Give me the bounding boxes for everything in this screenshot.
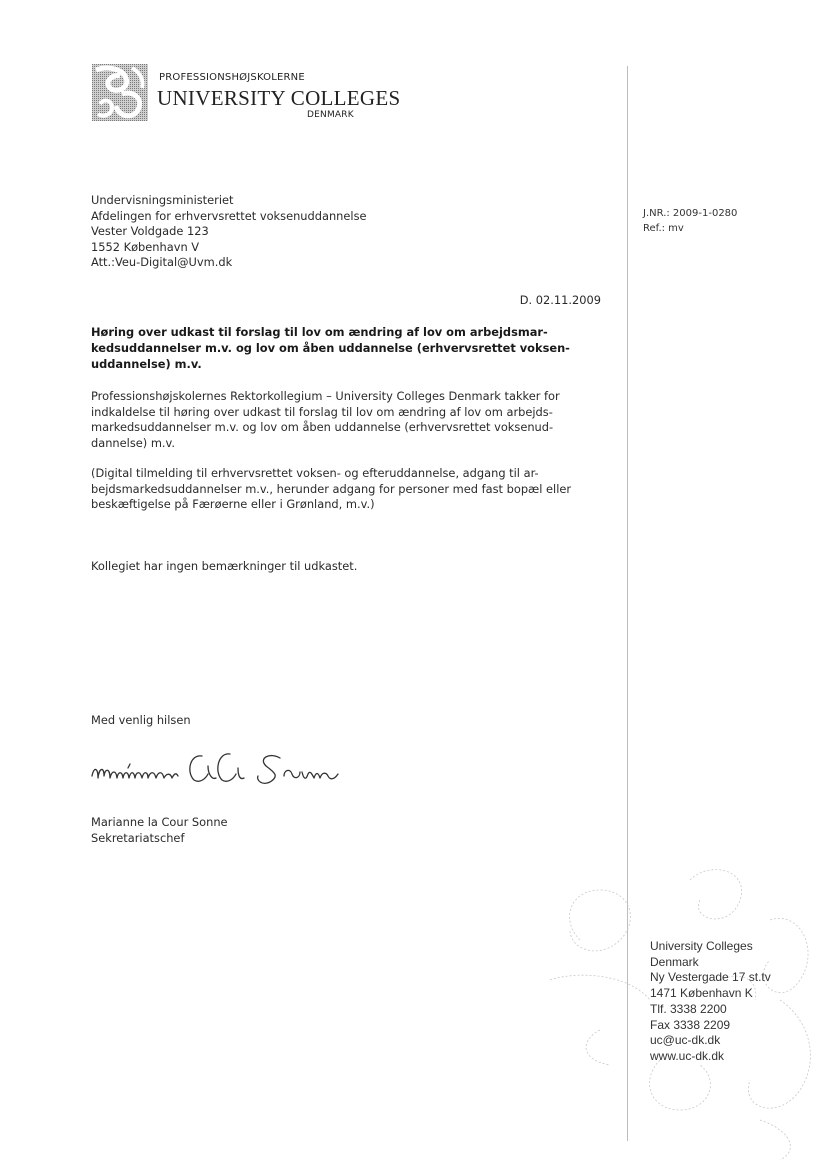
subject-line: kedsuddannelser m.v. og lov om åben uddannelse (erhvervsrettet voksen-: [91, 341, 570, 355]
footer-line: University Colleges: [650, 939, 753, 953]
address-line: Att.:Veu-Digital@Uvm.dk: [91, 255, 233, 270]
paragraph-line: markedsuddannelser m.v. og lov om åben uddannelse (erhvervsrettet voksenud-: [91, 420, 554, 435]
footer-phone: Tlf. 3338 2200: [650, 1001, 727, 1016]
footer-fax: Fax 3338 2209: [650, 1017, 731, 1032]
university-colleges-logo-icon: [92, 64, 148, 121]
address-line: 1552 København V: [91, 239, 200, 254]
footer-website: www.uc-dk.dk: [650, 1048, 725, 1063]
paragraph-conclusion: Kollegiet har ingen bemærkninger til udkastet.: [91, 559, 358, 573]
signer-title: Sekretariatschef: [91, 830, 185, 845]
address-line: Vester Voldgade 123: [91, 224, 209, 239]
footer-line: Denmark: [650, 954, 699, 969]
logo-org-top: PROFESSIONSHØJSKOLERNE: [159, 72, 305, 83]
subject-line: uddannelse) m.v.: [91, 357, 202, 371]
footer-email: uc@uc-dk.dk: [650, 1033, 721, 1048]
journal-number: J.NR.: 2009-1-0280: [643, 208, 738, 219]
paragraph-line: indkaldelse til høring over udkast til forslag til lov om ændring af lov om arbejds-: [91, 404, 553, 419]
paragraph-line: (Digital tilmelding til erhvervsrettet voksen- og efteruddannelse, adgang til ar-: [91, 466, 539, 480]
logo-org-country: DENMARK: [307, 110, 354, 120]
paragraph-line: bejdsmarkedsuddannelser m.v., herunder adgang for personer med fast bopæl eller: [91, 481, 572, 496]
paragraph-line: Professionshøjskolernes Rektorkollegium – University Colleges Denmark takker for: [91, 389, 560, 403]
signer-block: [91, 815, 228, 846]
handwritten-signature: [90, 746, 340, 794]
logo-org-main: UNIVERSITY COLLEGES: [157, 86, 401, 110]
signer-name: Marianne la Cour Sonne: [91, 815, 228, 829]
subject-line: Høring over udkast til forslag til lov om ændring af lov om arbejdsmar-: [91, 325, 548, 339]
sender-address: [650, 939, 771, 1065]
footer-line: Ny Vestergade 17 st.tv: [650, 970, 771, 985]
reference-block: [643, 206, 737, 236]
footer-line: 1471 København K: [650, 986, 753, 1001]
letter-date: D. 02.11.2009: [519, 293, 601, 307]
reference-initials: Ref.: mv: [643, 223, 684, 234]
subject-heading: [91, 324, 606, 372]
closing-greeting: Med venlig hilsen: [91, 713, 191, 727]
paragraph-line: beskæftigelse på Færøerne eller i Grønland, m.v.): [91, 497, 375, 512]
paragraph-line: dannelse) m.v.: [91, 435, 176, 450]
recipient-address: [91, 193, 367, 271]
address-line: Undervisningsministeriet: [91, 193, 234, 207]
paragraph-scope: [91, 466, 611, 513]
address-line: Afdelingen for erhvervsrettet voksenuddannelse: [91, 208, 367, 223]
paragraph-intro: [91, 389, 611, 451]
